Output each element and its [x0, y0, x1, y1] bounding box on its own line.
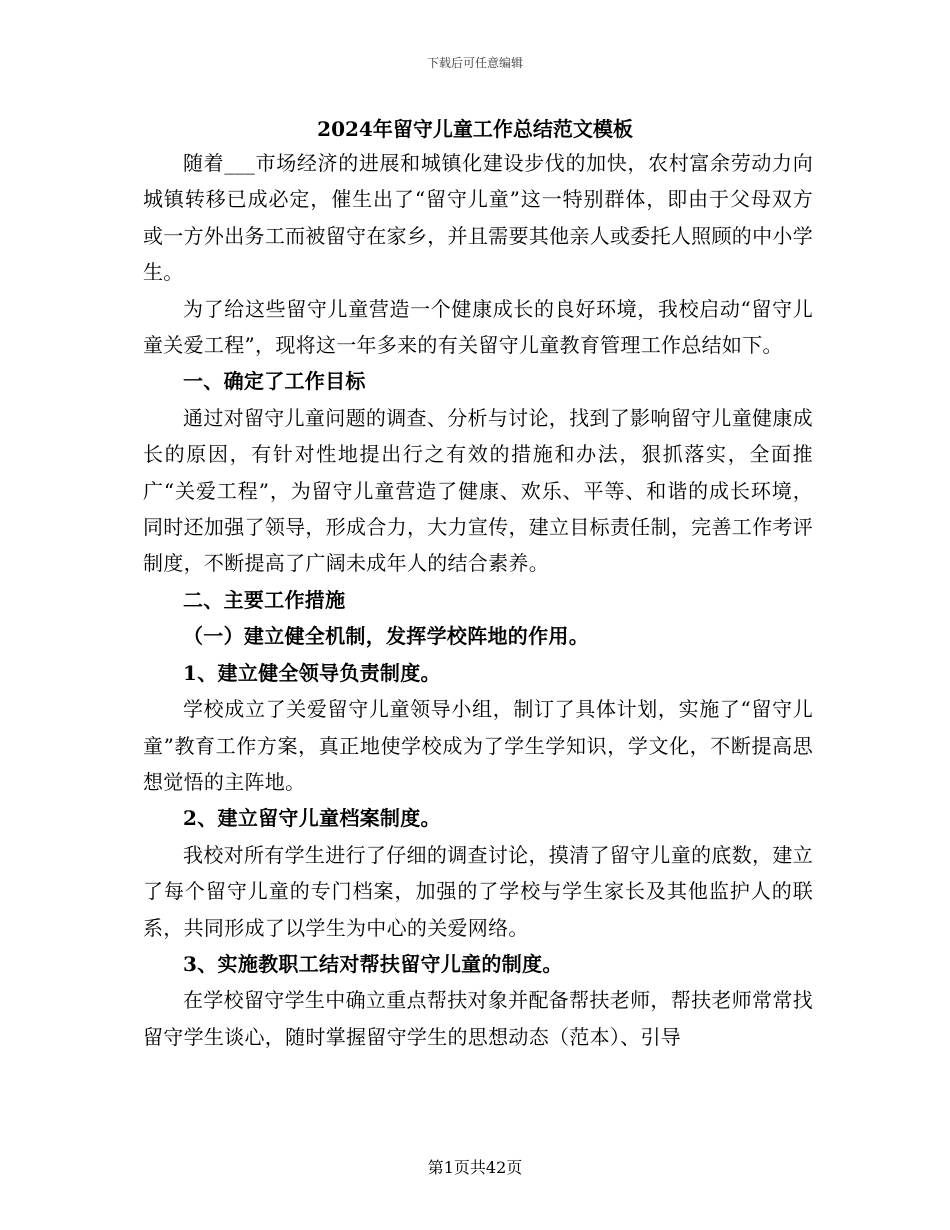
paragraph-leadership: 学校成立了关爱留守儿童领导小组，制订了具体计划，实施了“留守儿童”教育工作方案，真正地使学校成为了学生学知识，学文化，不断提高思想觉悟的主阵地。 — [143, 697, 813, 794]
item-heading-leadership: 1、建立健全领导负责制度。 — [183, 660, 441, 685]
document-body — [143, 145, 813, 1055]
document-title: 2024年留守儿童工作总结范文模板 — [317, 117, 633, 141]
section-heading-goals: 一、确定了工作目标 — [183, 369, 366, 394]
paragraph-archive: 我校对所有学生进行了仔细的调查讨论，摸清了留守儿童的底数，建立了每个留守儿童的专门档案，加强的了学校与学生家长及其他监护人的联系，共同形成了以学生为中心的关爱网络。 — [143, 842, 813, 940]
paragraph-purpose: 为了给这些留守儿童营造一个健康成长的良好环境，我校启动“留守儿童关爱工程”，现将这一年多来的有关留守儿童教育管理工作总结如下。 — [143, 296, 813, 358]
page-header: 下载后可任意编辑 — [426, 56, 523, 70]
item-heading-archive: 2、建立留守儿童档案制度。 — [183, 806, 441, 831]
paragraph-goals: 通过对留守儿童问题的调查、分析与讨论，找到了影响留守儿童健康成长的原因，有针对性地提出行之有效的措施和办法，狠抓落实，全面推广“关爱工程”，为留守儿童营造了健康、欢乐、平等、和谐的成长环境，同时还加强了领导，形成合力，大力宣传，建立目标责任制，完善工作考评制度，不断提高了广阔未成年人的结合素养。 — [143, 405, 813, 576]
subsection-heading-mechanism: （一）建立健全机制，发挥学校阵地的作用。 — [183, 624, 589, 649]
paragraph-pairing: 在学校留守学生中确立重点帮扶对象并配备帮扶老师，帮扶老师常常找留守学生谈心，随时掌握留守学生的思想动态（范本）、引导 — [143, 988, 813, 1049]
page-footer: 第1页共42页 — [427, 1158, 523, 1177]
paragraph-intro: 随着___市场经济的进展和城镇化建设步伐的加快，农村富余劳动力向城镇转移已成必定，催生出了“留守儿童”这一特别群体，即由于父母双方或一方外出务工而被留守在家乡，并且需要其他亲人或委托人照顾的中小学生。 — [143, 151, 813, 285]
item-heading-pairing: 3、实施教职工结对帮扶留守儿童的制度。 — [183, 951, 563, 976]
section-heading-measures: 二、主要工作措施 — [183, 587, 346, 612]
